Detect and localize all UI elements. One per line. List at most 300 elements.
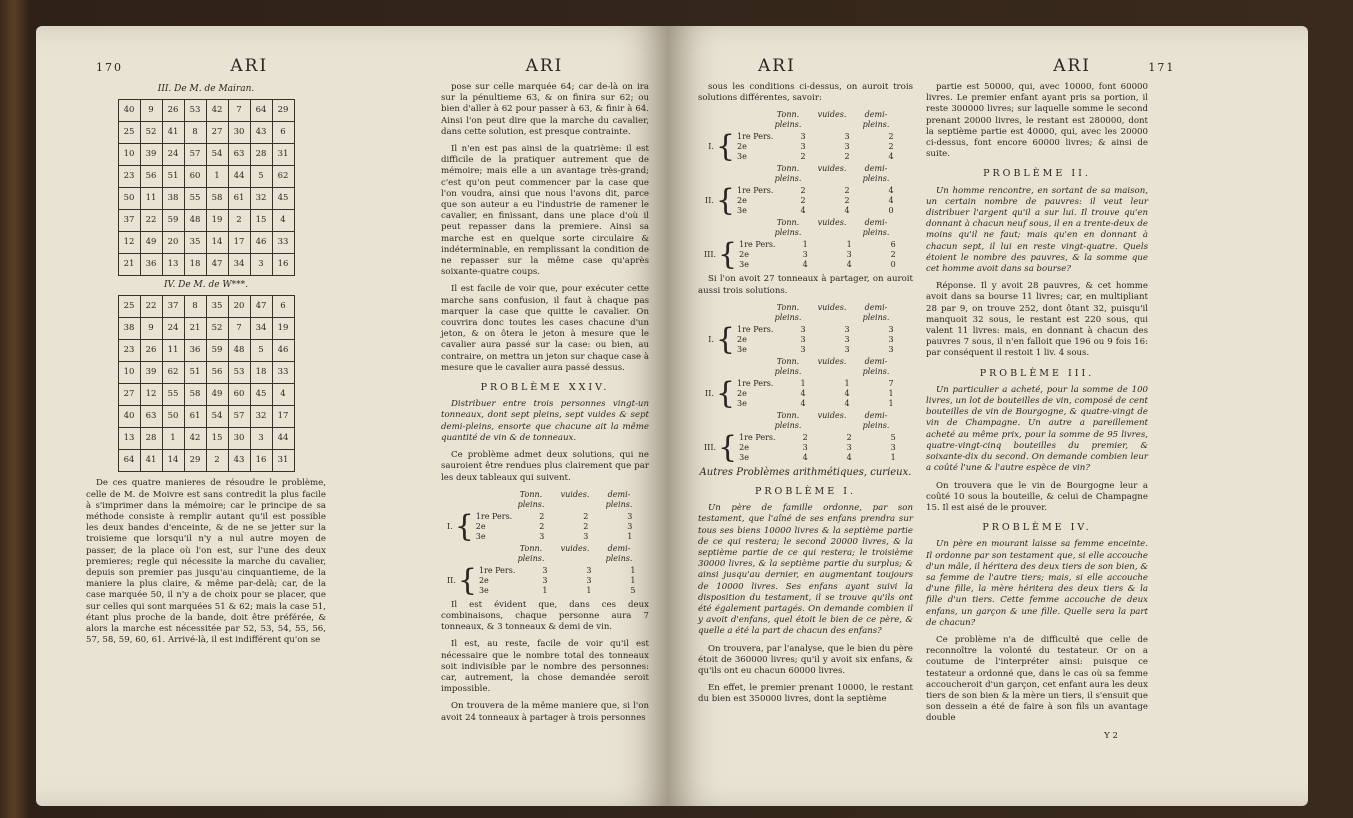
table-row	[739, 443, 915, 453]
square-row	[118, 144, 294, 166]
square-cell: 21	[118, 254, 140, 276]
table-row	[737, 196, 913, 206]
table-cell: 2	[846, 432, 852, 442]
square-cell: 10	[118, 362, 140, 384]
square-row	[118, 166, 294, 188]
table-cell: 3	[800, 334, 806, 344]
square-cell: 20	[228, 296, 250, 318]
square-cell: 8	[184, 296, 206, 318]
square-cell: 25	[118, 296, 140, 318]
table-header-cell: Tonn. pleins.	[774, 356, 802, 376]
paragraph: partie est 50000, qui, avec 10000, font 60000 livres. Le premier enfant ayant pris sa portion, il reste 300000 livres; sur laquelle somme le second prenant 20000 livres, le restant est 280000, dont la septième partie est 40000, qui, avec les 20000 ci-dessus, font encore 60000 livres; & ainsi de suite.	[926, 82, 1148, 160]
square-cell: 64	[250, 100, 272, 122]
square-cell: 36	[184, 340, 206, 362]
right-column-1	[698, 82, 913, 712]
square-cell: 15	[250, 210, 272, 232]
table-cell: 2	[800, 196, 806, 206]
square-cell: 44	[272, 428, 294, 450]
square-cell: 1	[162, 428, 184, 450]
signature-mark: Y 2	[1104, 730, 1118, 741]
left-header	[96, 56, 616, 76]
table-header-cell: demi-pleins.	[862, 110, 890, 130]
table-header-cell: vuides.	[560, 543, 590, 553]
table-header-cell: demi-pleins.	[605, 489, 633, 509]
square-cell: 64	[118, 450, 140, 472]
table-cell: 2	[539, 511, 545, 521]
square-cell: 13	[162, 254, 184, 276]
square-cell: 35	[184, 232, 206, 254]
problem-heading: PROBLÈME III.	[979, 367, 1095, 379]
table-cell: 4	[800, 206, 806, 216]
table-row	[479, 586, 655, 596]
table-cell: 1	[888, 398, 894, 408]
problem-statement: Un père de famille ordonne, par son testament, que l'aîné de ses enfans prendra sur tous ses biens 10000 livres & la septième partie de ce qui restera; le second 20000 livres, & la septième partie de ce qui restera; le troisième 30000 livres, & la septième partie du surplus; & ainsi jusqu'au dernier, en augmentant toujours de 10000 livres. Ses enfans ayant suivi la disposition du testament, il se trouve qu'ils ont été également partagés. On demande combien il y avoit d'enfans, quel étoit le bien de ce père, & quelle a été la part de chacun des enfans?	[698, 503, 913, 637]
table-cell: 0	[890, 260, 896, 270]
table-cell: 3e	[737, 152, 747, 162]
table-header	[704, 218, 913, 238]
square-cell: 47	[250, 296, 272, 318]
table-cell: 1re Pers.	[475, 511, 513, 521]
table-cell: 4	[846, 452, 852, 462]
table-cell: 2	[888, 142, 894, 152]
table-cell: 2	[539, 521, 545, 531]
square-cell: 43	[228, 450, 250, 472]
table-cell: 3	[583, 531, 589, 541]
table-cell: 2	[802, 432, 808, 442]
square-cell: 37	[118, 210, 140, 232]
square-row	[118, 406, 294, 428]
table-header-cell: Tonn. pleins.	[774, 302, 802, 322]
table-header-cell: Tonn. pleins.	[774, 218, 802, 238]
table-cell: 2e	[737, 334, 747, 344]
square-cell: 9	[140, 100, 162, 122]
table-header-cell: vuides.	[817, 410, 847, 420]
square-cell: 44	[228, 166, 250, 188]
right-page	[668, 26, 1308, 806]
square-cell: 54	[206, 406, 228, 428]
table-cell: 3e	[739, 260, 749, 270]
square-cell: 59	[206, 340, 228, 362]
table-cell: 3	[844, 344, 850, 354]
table-cell: 1re Pers.	[737, 324, 774, 334]
square-cell: 4	[272, 384, 294, 406]
table-cell: 2e	[478, 575, 489, 585]
table-cell: 2	[890, 250, 896, 260]
solution-label: III.	[704, 250, 717, 260]
magic-square-mairan	[118, 99, 295, 276]
barrel-tables-27	[704, 303, 913, 463]
table-cell: 2e	[739, 442, 749, 452]
paragraph: De ces quatre manieres de résoudre le problème, celle de M. de Moivre est sans contredit la plus facile à s'imprimer dans la mémoire; car le principe de sa méthode consiste à remplir autant qu'il est possible les deux bandes d'enceinte, & de ne se jetter sur la troisieme que lorsqu'il n'y a nul autre moyen de passer, de la place où l'on est, sur l'une des deux premieres; regle qui nécessite la marche du cavalier, depuis son premier pas jusqu'au cinquantieme, de la maniere la plus claire, & même par-delà; car, de la case marquée 50, il n'y a de choix pour se placer, que sur celles qui sont marquées 51 & 62; mais la case 51, étant plus proche de la bande, doit être préférée, & alors la marche est nécessitée par 52, 53, 54, 55, 56, 57, 58, 59, 60, 61. Arrivé-là, il est indifférent qu'on se	[86, 478, 326, 646]
table-cell: 1	[542, 585, 548, 595]
table-row	[476, 532, 652, 542]
table-cell: 4	[846, 260, 852, 270]
square-title-1: III. De M. de Mairan.	[157, 84, 255, 94]
table-cell: 3	[627, 511, 633, 521]
square-cell: 56	[140, 166, 162, 188]
table-cell: 2e	[475, 521, 486, 531]
square-cell: 15	[206, 428, 228, 450]
table-row	[737, 335, 913, 345]
square-cell: 37	[162, 296, 184, 318]
table-cell: 4	[800, 388, 806, 398]
square-cell: 62	[162, 362, 184, 384]
square-cell: 32	[250, 406, 272, 428]
square-cell: 55	[184, 188, 206, 210]
square-row	[118, 340, 294, 362]
table-cell: 1re Pers.	[737, 186, 774, 196]
table-cell: 3	[800, 132, 806, 142]
solution-group	[704, 183, 913, 219]
square-cell: 12	[118, 232, 140, 254]
table-cell: 1re Pers.	[739, 432, 776, 442]
solution-group	[704, 237, 913, 273]
table-row	[739, 453, 915, 463]
table-row	[737, 132, 913, 142]
section-title: Autres Problèmes arithmétiques, curieux.	[699, 466, 912, 478]
square-cell: 17	[228, 232, 250, 254]
square-cell: 18	[184, 254, 206, 276]
square-row	[118, 450, 294, 472]
brace: {	[715, 321, 735, 357]
square-cell: 54	[206, 144, 228, 166]
square-cell: 55	[162, 384, 184, 406]
paragraph: Il est évident que, dans ces deux combinaisons, chaque personne aura 7 tonneaux, & 3 tonneaux & demi de vin.	[441, 599, 649, 633]
table-cell: 3	[627, 521, 633, 531]
square-cell: 31	[272, 450, 294, 472]
table-header-cell: vuides.	[560, 489, 590, 499]
solution-label: II.	[705, 388, 714, 398]
square-cell: 63	[140, 406, 162, 428]
barrel-tables-24	[704, 110, 913, 273]
square-row	[118, 428, 294, 450]
paragraph: On trouvera, par l'analyse, que le bien du père étoit de 360000 livres; qu'il y avoit six enfans, & qu'ils ont eu chacun 60000 livres.	[698, 643, 913, 677]
square-cell: 27	[118, 384, 140, 406]
square-cell: 3	[250, 428, 272, 450]
brace: {	[718, 429, 738, 465]
square-cell: 49	[140, 232, 162, 254]
square-cell: 32	[250, 188, 272, 210]
square-cell: 1	[206, 166, 228, 188]
table-cell: 3	[846, 250, 852, 260]
square-cell: 21	[184, 318, 206, 340]
table-header-cell: demi-pleins.	[862, 356, 890, 376]
square-cell: 50	[162, 406, 184, 428]
square-cell: 8	[184, 122, 206, 144]
square-cell: 30	[228, 122, 250, 144]
table-cell: 1	[890, 452, 896, 462]
square-cell: 28	[250, 144, 272, 166]
table-cell: 3e	[737, 344, 747, 354]
square-cell: 48	[228, 340, 250, 362]
table-row	[737, 152, 913, 162]
square-cell: 61	[228, 188, 250, 210]
square-cell: 53	[228, 362, 250, 384]
table-cell: 3	[586, 575, 592, 585]
square-cell: 39	[140, 144, 162, 166]
problem-statement: Un homme rencontre, en sortant de sa maison, un certain nombre de pauvres: il veut leur distribuer l'argent qu'il a sur lui. Il trouve qu'en donnant à chacun neuf sous, il en a trente-deux de moins qu'il ne faut; mais qu'en en donnant à chacun sept, il lui en reste vingt-quatre. Quels étoient le nombre des pauvres, & la somme que cet homme avoit dans sa bourse?	[926, 185, 1148, 275]
square-cell: 26	[140, 340, 162, 362]
square-cell: 42	[206, 100, 228, 122]
square-title-2: IV. De M. de W***.	[163, 280, 249, 291]
square-cell: 6	[272, 296, 294, 318]
square-cell: 28	[140, 428, 162, 450]
square-cell: 26	[162, 100, 184, 122]
square-row	[118, 122, 294, 144]
table-cell: 2e	[739, 250, 749, 260]
table-cell: 3	[846, 442, 852, 452]
square-row	[118, 100, 294, 122]
brace: {	[454, 508, 474, 544]
square-row	[118, 318, 294, 340]
square-row	[118, 384, 294, 406]
page-number: 170	[96, 61, 123, 74]
paragraph: On trouvera que le vin de Bourgogne leur a coûté 10 sous la bouteille, & celui de Champagne 15. Il est aisé de le prouver.	[926, 480, 1148, 513]
table-cell: 1	[844, 378, 850, 388]
table-row	[737, 345, 913, 355]
table-header-cell: demi-pleins.	[862, 410, 890, 430]
table-cell: 2	[583, 511, 589, 521]
table-header-cell: vuides.	[817, 110, 847, 120]
table-cell: 2	[800, 186, 806, 196]
problem-statement: Distribuer entre trois personnes vingt-un tonneaux, dont sept pleins, sept vuides & sept demi-pleins, ensorte que chacune ait la même quantité de vin & de tonneaux.	[441, 399, 649, 443]
table-row	[479, 566, 655, 576]
paragraph: Si l'on avoit 27 tonneaux à partager, on auroit aussi trois solutions.	[698, 274, 913, 296]
square-cell: 23	[118, 340, 140, 362]
table-row	[476, 512, 652, 522]
square-cell: 41	[162, 122, 184, 144]
table-cell: 3	[800, 344, 806, 354]
table-header	[704, 357, 913, 377]
table-cell: 3	[844, 334, 850, 344]
table-row	[737, 186, 913, 196]
brace: {	[715, 129, 735, 165]
problem-heading: PROBLÈME II.	[983, 168, 1091, 180]
table-cell: 3	[802, 250, 808, 260]
table-header-cell: demi-pleins.	[605, 543, 633, 563]
square-cell: 20	[162, 232, 184, 254]
table-row	[739, 433, 915, 443]
brace: {	[457, 562, 477, 598]
table-header-cell: demi-pleins.	[862, 164, 890, 184]
table-cell: 4	[888, 152, 894, 162]
right-header	[728, 56, 1268, 76]
square-cell: 5	[250, 166, 272, 188]
table-row	[479, 576, 655, 586]
square-cell: 50	[118, 188, 140, 210]
square-cell: 53	[184, 100, 206, 122]
table-row	[739, 260, 915, 270]
table-cell: 4	[844, 388, 850, 398]
table-cell: 4	[888, 186, 894, 196]
table-cell: 3e	[739, 452, 749, 462]
square-cell: 7	[228, 100, 250, 122]
table-cell: 3	[888, 344, 894, 354]
running-head-right: ARI	[1053, 56, 1091, 76]
square-cell: 19	[206, 210, 228, 232]
square-cell: 36	[140, 254, 162, 276]
table-cell: 1	[888, 388, 894, 398]
square-cell: 34	[250, 318, 272, 340]
table-cell: 4	[802, 260, 808, 270]
table-row	[737, 399, 913, 409]
square-cell: 24	[162, 318, 184, 340]
square-row	[118, 296, 294, 318]
square-cell: 59	[162, 210, 184, 232]
table-cell: 4	[802, 452, 808, 462]
solution-group	[704, 321, 913, 357]
square-cell: 3	[250, 254, 272, 276]
table-cell: 2	[583, 521, 589, 531]
square-cell: 40	[118, 100, 140, 122]
square-cell: 4	[272, 210, 294, 232]
table-cell: 3	[800, 324, 806, 334]
table-cell: 3	[890, 442, 896, 452]
table-cell: 2	[844, 152, 850, 162]
square-cell: 43	[250, 122, 272, 144]
table-header-cell: Tonn. pleins.	[517, 489, 545, 509]
table-row	[737, 325, 913, 335]
paragraph: Réponse. Il y avoit 28 pauvres, & cet homme avoit dans sa bourse 11 livres; car, en multipliant 28 par 9, on trouve 252, dont ôtant 32, puisqu'il manquoit 32 sous, le restant est 220 sous, qui valent 11 livres: mais, en donnant à chacun des pauvres 7 sous, il n'en falloit que 196 ou 9 fois 16: par conséquent il restoit 1 liv. 4 sous.	[926, 281, 1148, 359]
table-cell: 3	[844, 324, 850, 334]
table-cell: 4	[800, 398, 806, 408]
page-number: 171	[1148, 61, 1176, 74]
square-cell: 51	[162, 166, 184, 188]
table-cell: 3	[888, 324, 894, 334]
table-cell: 3	[539, 531, 545, 541]
square-cell: 45	[250, 384, 272, 406]
square-cell: 61	[184, 406, 206, 428]
table-cell: 7	[888, 378, 894, 388]
square-cell: 2	[228, 210, 250, 232]
square-cell: 62	[272, 166, 294, 188]
table-cell: 3e	[737, 398, 747, 408]
table-row	[737, 142, 913, 152]
solution-label: I.	[447, 521, 453, 531]
square-cell: 38	[118, 318, 140, 340]
square-cell: 51	[184, 362, 206, 384]
table-cell: 1	[627, 531, 633, 541]
left-page	[36, 26, 668, 806]
square-cell: 29	[272, 100, 294, 122]
solution-group	[704, 129, 913, 165]
paragraph: pose sur celle marquée 64; car de-là on ira sur la pénultieme 63, & on finira sur 62; ou bien d'aller à 62 pour passer à 63, & finir à 64. Ainsi l'on peut dire que la marche du cavalier, dans cette solution, est presque contrainte.	[441, 82, 649, 137]
brace: {	[715, 375, 735, 411]
square-cell: 23	[118, 166, 140, 188]
table-cell: 5	[890, 432, 896, 442]
table-cell: 2e	[737, 388, 747, 398]
square-cell: 47	[206, 254, 228, 276]
table-header-cell: vuides.	[817, 302, 847, 312]
table-header-cell: Tonn. pleins.	[517, 543, 545, 563]
table-cell: 3	[542, 575, 548, 585]
table-cell: 1	[846, 240, 852, 250]
square-cell: 35	[206, 296, 228, 318]
table-header-cell: Tonn. pleins.	[774, 410, 802, 430]
table-cell: 1	[630, 575, 636, 585]
table-cell: 3	[844, 142, 850, 152]
square-cell: 52	[206, 318, 228, 340]
table-cell: 3e	[475, 531, 486, 541]
table-cell: 3	[888, 334, 894, 344]
square-cell: 34	[228, 254, 250, 276]
magic-square-w	[118, 295, 295, 472]
table-cell: 2	[888, 132, 894, 142]
square-cell: 57	[184, 144, 206, 166]
square-cell: 60	[184, 166, 206, 188]
square-cell: 29	[184, 450, 206, 472]
table-row	[737, 206, 913, 216]
square-cell: 49	[206, 384, 228, 406]
table-header	[447, 490, 649, 510]
square-cell: 56	[206, 362, 228, 384]
table-cell: 1re Pers.	[739, 240, 776, 250]
square-cell: 39	[140, 362, 162, 384]
table-header-cell: vuides.	[817, 356, 847, 366]
square-cell: 41	[140, 450, 162, 472]
square-cell: 42	[184, 428, 206, 450]
square-cell: 22	[140, 296, 162, 318]
square-cell: 16	[272, 254, 294, 276]
table-cell: 0	[888, 206, 894, 216]
table-cell: 1	[802, 240, 808, 250]
square-row	[118, 254, 294, 276]
solution-group	[704, 375, 913, 411]
square-cell: 11	[162, 340, 184, 362]
table-cell: 4	[888, 196, 894, 206]
table-cell: 2	[800, 152, 806, 162]
paragraph: On trouvera de la même maniere que, si l'on avoit 24 tonneaux à partager à trois personnes	[441, 701, 649, 723]
table-cell: 3	[802, 442, 808, 452]
table-cell: 5	[630, 585, 636, 595]
square-cell: 30	[228, 428, 250, 450]
square-cell: 12	[140, 384, 162, 406]
square-cell: 33	[272, 232, 294, 254]
table-row	[737, 379, 913, 389]
table-header-cell: vuides.	[817, 218, 847, 228]
square-cell: 13	[118, 428, 140, 450]
square-cell: 14	[162, 450, 184, 472]
problem-heading: PROBLÈME XXIV.	[480, 382, 610, 394]
solution-label: III.	[704, 442, 717, 452]
paragraph: Ce problème n'a de difficulté que celle de reconnoître la volonté du testateur. Or on a coutume de l'interpréter ainsi: puisque ce testateur a ordonné que, dans le cas où sa femme accoucheroit d'un garçon, cet enfant aura les deux tiers de son bien & la mère un tiers, il s'ensuit que son dessein a été de faire à son fils un avantage double	[926, 634, 1148, 724]
square-cell: 11	[140, 188, 162, 210]
square-cell: 2	[206, 450, 228, 472]
square-cell: 19	[272, 318, 294, 340]
square-cell: 58	[184, 384, 206, 406]
table-cell: 2e	[737, 142, 747, 152]
barrel-tables	[447, 490, 649, 596]
square-cell: 24	[162, 144, 184, 166]
table-row	[739, 250, 915, 260]
table-header-cell: demi-pleins.	[862, 302, 890, 322]
table-header	[704, 164, 913, 184]
square-cell: 18	[250, 362, 272, 384]
problem-statement: Un particulier a acheté, pour la somme de 100 livres, un lot de bouteilles de vin, composé de cent bouteilles de vin de Bourgogne, & quatre-vingt de vin de Champagne. Un autre a pareillement acheté au même prix, pour la somme de 95 livres, quatre-vingt-cinq bouteilles du premier, & soixante-dix du second. On demande combien leur a coûté l'une & l'autre espèce de vin?	[926, 384, 1148, 474]
table-cell: 1	[630, 565, 636, 575]
square-cell: 63	[228, 144, 250, 166]
table-cell: 3e	[478, 585, 489, 595]
square-row	[118, 188, 294, 210]
solution-group	[704, 429, 913, 465]
paragraph: sous les conditions ci-dessus, on auroit trois solutions différentes, savoir:	[698, 82, 913, 104]
square-cell: 16	[250, 450, 272, 472]
paragraph: Il est facile de voir que, pour exécuter cette marche sans confusion, il faut à chaque pas marquer la case que quitte le cavalier. On couvrira donc toutes les cases chacune d'un jeton, & on ôtera le jeton à mesure que le cavalier aura passé sur la case: ou bien, au contraire, on mettra un jeton sur chaque case à mesure que le cavalier aura passé dessus.	[441, 284, 649, 373]
square-cell: 10	[118, 144, 140, 166]
square-cell: 46	[250, 232, 272, 254]
table-row	[737, 389, 913, 399]
left-column-2	[441, 82, 649, 730]
